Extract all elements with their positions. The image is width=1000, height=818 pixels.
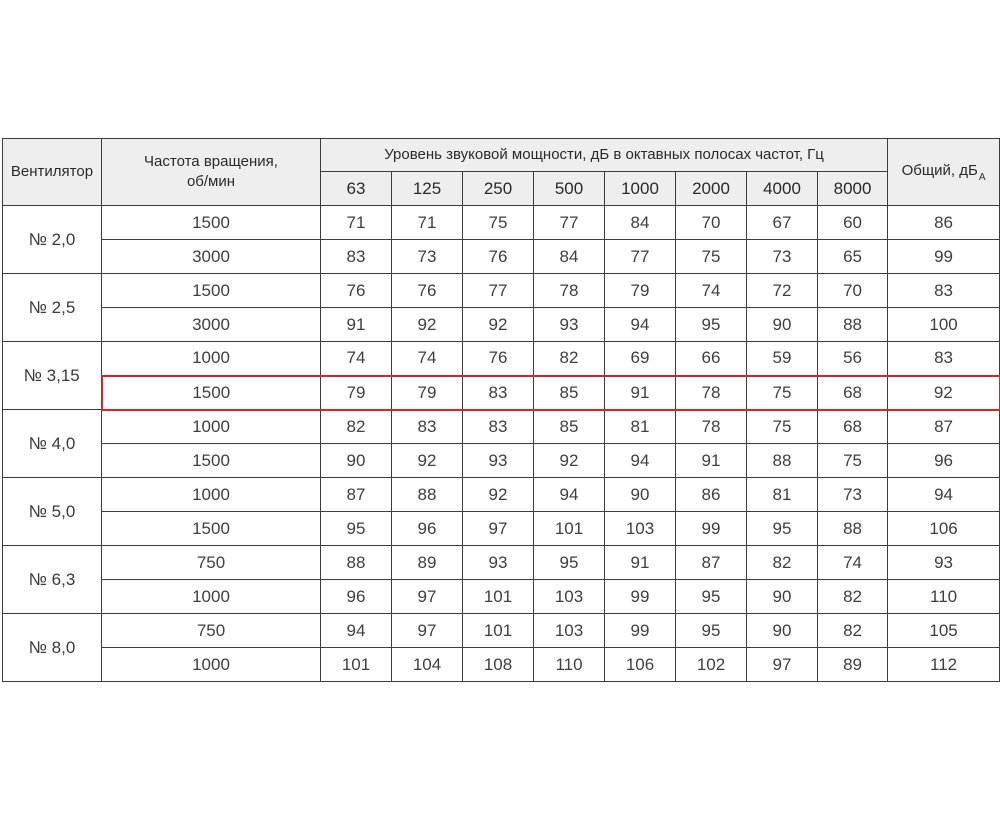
rotation-speed-cell: 3000: [102, 240, 321, 274]
sound-level-cell: 81: [747, 478, 818, 512]
sound-level-cell: 96: [321, 580, 392, 614]
sound-level-cell: 99: [676, 512, 747, 546]
sound-level-cell: 85: [534, 410, 605, 444]
total-level-cell: 100: [888, 308, 1000, 342]
sound-level-cell: 88: [747, 444, 818, 478]
header-frequency: 250: [463, 172, 534, 206]
table-row: [3, 274, 1000, 308]
header-row-top: [3, 139, 1000, 172]
sound-level-cell: 88: [818, 308, 888, 342]
sound-level-cell: 84: [605, 206, 676, 240]
sound-level-cell: 83: [463, 376, 534, 410]
sound-level-cell: 76: [392, 274, 463, 308]
header-frequency: 2000: [676, 172, 747, 206]
table-row: [3, 614, 1000, 648]
table-row: [3, 478, 1000, 512]
header-frequency: 8000: [818, 172, 888, 206]
table-row: [3, 342, 1000, 376]
rotation-speed-cell: 750: [102, 546, 321, 580]
sound-level-cell: 94: [605, 308, 676, 342]
sound-level-cell: 73: [818, 478, 888, 512]
rotation-speed-cell: 3000: [102, 308, 321, 342]
sound-level-cell: 99: [605, 580, 676, 614]
table-row: [3, 376, 1000, 410]
header-frequency: 4000: [747, 172, 818, 206]
sound-level-cell: 82: [818, 580, 888, 614]
sound-level-cell: 76: [321, 274, 392, 308]
sound-level-cell: 91: [676, 444, 747, 478]
rotation-speed-cell: 1000: [102, 648, 321, 682]
sound-level-cell: 101: [321, 648, 392, 682]
sound-level-cell: 95: [676, 614, 747, 648]
sound-level-cell: 97: [747, 648, 818, 682]
sound-level-cell: 79: [321, 376, 392, 410]
sound-level-cell: 90: [321, 444, 392, 478]
sound-level-cell: 88: [818, 512, 888, 546]
sound-level-cell: 101: [463, 580, 534, 614]
sound-level-cell: 79: [392, 376, 463, 410]
fan-model-cell: № 6,3: [3, 546, 102, 614]
sound-level-cell: 65: [818, 240, 888, 274]
sound-level-cell: 79: [605, 274, 676, 308]
fan-model-cell: № 5,0: [3, 478, 102, 546]
sound-level-cell: 74: [321, 342, 392, 376]
sound-level-cell: 83: [463, 410, 534, 444]
sound-level-cell: 69: [605, 342, 676, 376]
total-level-cell: 106: [888, 512, 1000, 546]
rotation-speed-cell: 1000: [102, 580, 321, 614]
sound-level-cell: 87: [676, 546, 747, 580]
rotation-speed-cell: 1000: [102, 478, 321, 512]
sound-level-cell: 82: [321, 410, 392, 444]
sound-level-cell: 92: [534, 444, 605, 478]
header-frequency: 500: [534, 172, 605, 206]
header-frequency: 1000: [605, 172, 676, 206]
header-frequency: 125: [392, 172, 463, 206]
sound-level-cell: 106: [605, 648, 676, 682]
sound-level-cell: 93: [463, 546, 534, 580]
header-total-subscript: A: [978, 172, 986, 183]
total-level-cell: 92: [888, 376, 1000, 410]
total-level-cell: 99: [888, 240, 1000, 274]
table-row: [3, 308, 1000, 342]
header-fan: Вентилятор: [3, 139, 102, 206]
sound-level-cell: 97: [392, 580, 463, 614]
sound-level-cell: 83: [392, 410, 463, 444]
sound-level-cell: 94: [534, 478, 605, 512]
sound-level-cell: 83: [321, 240, 392, 274]
sound-level-cell: 78: [534, 274, 605, 308]
fan-model-cell: № 2,0: [3, 206, 102, 274]
header-total-label: Общий, дБ: [901, 162, 978, 179]
header-total: [888, 139, 1000, 206]
sound-level-cell: 90: [747, 614, 818, 648]
table-row: [3, 648, 1000, 682]
sound-level-cell: 92: [392, 308, 463, 342]
total-level-cell: 83: [888, 274, 1000, 308]
rotation-speed-cell: 1500: [102, 274, 321, 308]
table-row: [3, 206, 1000, 240]
sound-level-cell: 77: [605, 240, 676, 274]
total-level-cell: 96: [888, 444, 1000, 478]
table-row: [3, 546, 1000, 580]
sound-level-cell: 92: [463, 308, 534, 342]
total-level-cell: 112: [888, 648, 1000, 682]
sound-level-cell: 101: [534, 512, 605, 546]
sound-level-cell: 90: [747, 580, 818, 614]
table-row: [3, 410, 1000, 444]
sound-level-cell: 82: [534, 342, 605, 376]
sound-level-cell: 90: [605, 478, 676, 512]
table-row: [3, 444, 1000, 478]
rotation-speed-cell: 1000: [102, 410, 321, 444]
fan-model-cell: № 4,0: [3, 410, 102, 478]
header-sound-power-group: Уровень звуковой мощности, дБ в октавных полосах частот, Гц: [321, 139, 888, 172]
sound-level-cell: 95: [534, 546, 605, 580]
sound-level-cell: 95: [676, 580, 747, 614]
sound-level-cell: 56: [818, 342, 888, 376]
sound-level-cell: 77: [534, 206, 605, 240]
sound-level-cell: 89: [818, 648, 888, 682]
sound-level-cell: 102: [676, 648, 747, 682]
sound-level-cell: 72: [747, 274, 818, 308]
sound-level-cell: 81: [605, 410, 676, 444]
total-level-cell: 86: [888, 206, 1000, 240]
sound-level-cell: 92: [392, 444, 463, 478]
sound-level-cell: 88: [321, 546, 392, 580]
sound-level-cell: 97: [463, 512, 534, 546]
sound-level-cell: 104: [392, 648, 463, 682]
total-level-cell: 93: [888, 546, 1000, 580]
rotation-speed-cell: 1500: [102, 376, 321, 410]
fan-model-cell: № 8,0: [3, 614, 102, 682]
sound-level-cell: 87: [321, 478, 392, 512]
table-row: [3, 512, 1000, 546]
sound-level-cell: 97: [392, 614, 463, 648]
fan-model-cell: № 2,5: [3, 274, 102, 342]
sound-level-cell: 94: [605, 444, 676, 478]
sound-level-cell: 70: [818, 274, 888, 308]
sound-level-cell: 103: [534, 614, 605, 648]
sound-level-cell: 96: [392, 512, 463, 546]
sound-level-cell: 68: [818, 376, 888, 410]
sound-level-cell: 91: [321, 308, 392, 342]
sound-level-cell: 110: [534, 648, 605, 682]
sound-level-cell: 103: [605, 512, 676, 546]
sound-level-cell: 78: [676, 410, 747, 444]
sound-level-cell: 84: [534, 240, 605, 274]
rotation-speed-cell: 1500: [102, 512, 321, 546]
sound-level-cell: 90: [747, 308, 818, 342]
sound-level-cell: 99: [605, 614, 676, 648]
sound-level-cell: 91: [605, 376, 676, 410]
sound-level-cell: 82: [818, 614, 888, 648]
sound-level-cell: 101: [463, 614, 534, 648]
sound-level-cell: 95: [321, 512, 392, 546]
sound-level-cell: 60: [818, 206, 888, 240]
total-level-cell: 87: [888, 410, 1000, 444]
sound-level-cell: 75: [747, 410, 818, 444]
sound-level-cell: 78: [676, 376, 747, 410]
sound-level-cell: 73: [747, 240, 818, 274]
sound-level-cell: 108: [463, 648, 534, 682]
rotation-speed-cell: 1500: [102, 206, 321, 240]
sound-level-cell: 95: [747, 512, 818, 546]
sound-level-cell: 91: [605, 546, 676, 580]
header-frequency: 63: [321, 172, 392, 206]
sound-level-cell: 88: [392, 478, 463, 512]
sound-level-cell: 92: [463, 478, 534, 512]
sound-level-cell: 93: [534, 308, 605, 342]
sound-power-table: [2, 138, 1000, 682]
sound-level-cell: 95: [676, 308, 747, 342]
sound-level-cell: 74: [676, 274, 747, 308]
sound-level-cell: 74: [818, 546, 888, 580]
sound-level-cell: 75: [818, 444, 888, 478]
sound-level-cell: 93: [463, 444, 534, 478]
header-rotation: Частота вращения, об/мин: [102, 139, 321, 206]
sound-level-cell: 66: [676, 342, 747, 376]
sound-level-cell: 77: [463, 274, 534, 308]
sound-level-cell: 75: [747, 376, 818, 410]
sound-level-cell: 76: [463, 240, 534, 274]
rotation-speed-cell: 750: [102, 614, 321, 648]
rotation-speed-cell: 1500: [102, 444, 321, 478]
rotation-speed-cell: 1000: [102, 342, 321, 376]
sound-level-cell: 82: [747, 546, 818, 580]
table-row: [3, 580, 1000, 614]
sound-level-cell: 89: [392, 546, 463, 580]
table-body: [3, 206, 1000, 682]
sound-level-cell: 76: [463, 342, 534, 376]
sound-level-cell: 103: [534, 580, 605, 614]
sound-level-cell: 59: [747, 342, 818, 376]
sound-level-cell: 67: [747, 206, 818, 240]
total-level-cell: 110: [888, 580, 1000, 614]
table-header: [3, 139, 1000, 206]
sound-level-cell: 85: [534, 376, 605, 410]
table-row: [3, 240, 1000, 274]
sound-level-cell: 94: [321, 614, 392, 648]
sound-level-cell: 70: [676, 206, 747, 240]
sound-level-cell: 75: [463, 206, 534, 240]
total-level-cell: 83: [888, 342, 1000, 376]
sound-level-cell: 73: [392, 240, 463, 274]
fan-model-cell: № 3,15: [3, 342, 102, 410]
sound-level-cell: 74: [392, 342, 463, 376]
sound-level-cell: 68: [818, 410, 888, 444]
sound-level-cell: 75: [676, 240, 747, 274]
sound-level-cell: 71: [321, 206, 392, 240]
sound-level-cell: 71: [392, 206, 463, 240]
total-level-cell: 94: [888, 478, 1000, 512]
sound-level-cell: 86: [676, 478, 747, 512]
total-level-cell: 105: [888, 614, 1000, 648]
